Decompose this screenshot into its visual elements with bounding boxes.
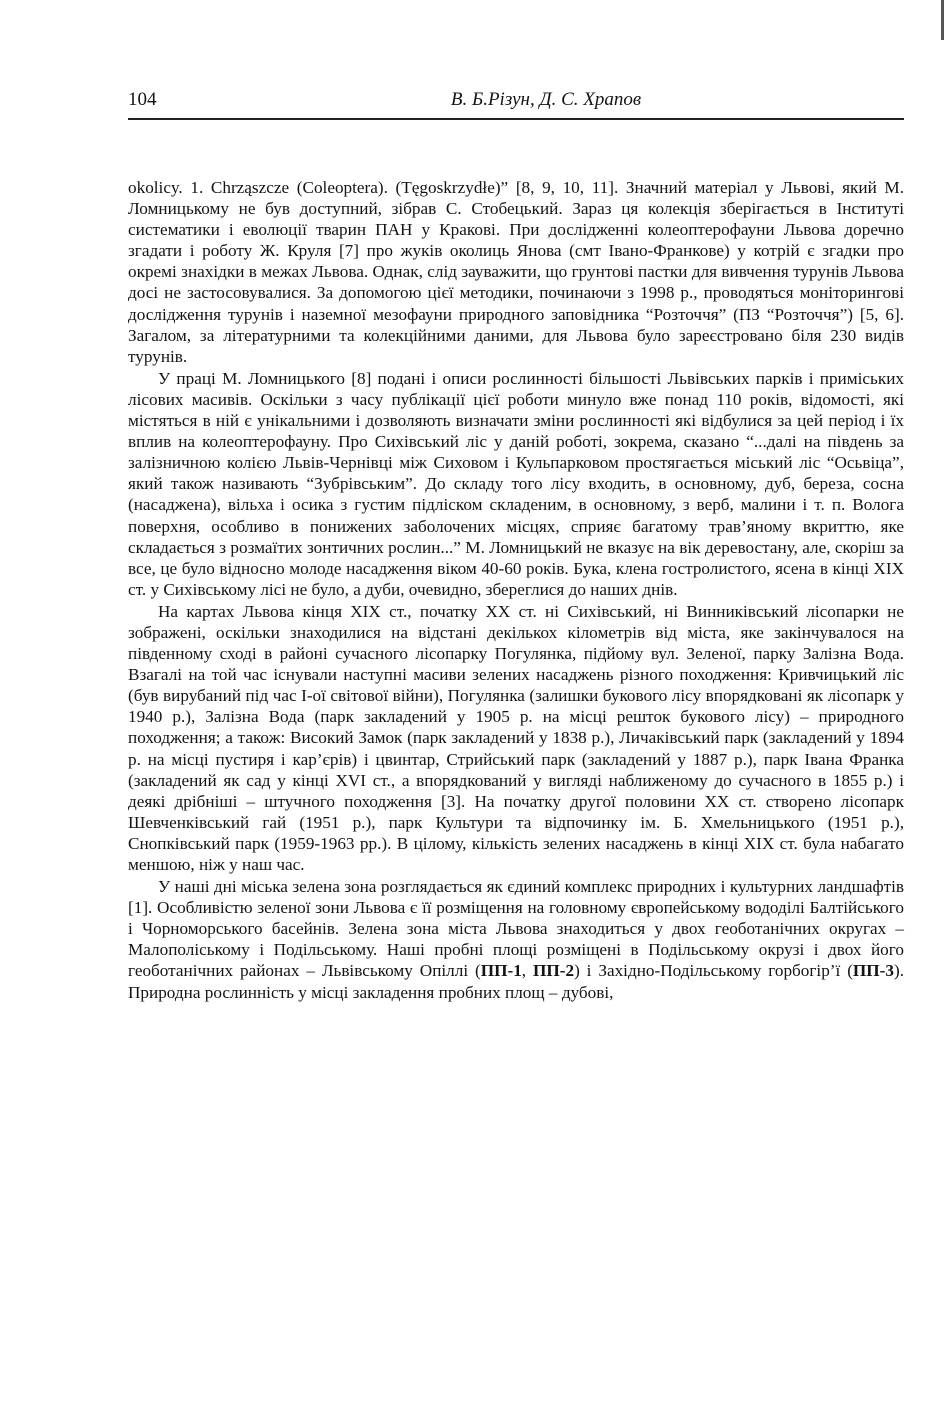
body-text xyxy=(128,177,904,1003)
paragraph-4-text-after: ). Природна рослинність у місці закладення пробних площ – дубові, xyxy=(128,961,905,1002)
paragraph-1: okolicy. 1. Chrząszcze (Coleoptera). (Tęgoskrzydłe)” [8, 9, 10, 11]. Значний матеріал у Львові, який М. Ломницькому не був доступний, зібрав С. Стобецький. Зараз ця колекція зберігається в Інституті систематики і еволюції тварин ПАН у Кракові. При дослідженні колеоптерофауни Львова доречно згадати і роботу Ж. Круля [7] про жуків околиць Янова (смт Івано-Франкове) у котрій є згадки про окремі знахідки в межах Львова. Однак, слід зауважити, що грунтові пастки для вивчення турунів Львова досі не застосовувалися. За допомогою цієї методики, починаючи з 1998 р., проводяться моніторингові дослідження турунів і наземної мезофауни природного заповідника “Розточчя” (ПЗ “Розточчя”) [5, 6]. Загалом, за літературними та колекційними даними, для Львова було зареєстровано біля 230 видів турунів. xyxy=(128,178,904,366)
running-title: В. Б.Різун, Д. С. Храпов xyxy=(450,89,642,110)
page-number: 104 xyxy=(128,89,157,110)
scan-edge-mark xyxy=(941,0,944,40)
paragraph-4-text-before: У наші дні міська зелена зона розглядається як єдиний комплекс природних і культурних ландшафтів [1]. Особливістю зеленої зони Львова є її розміщення на головному європейському вододілі Балтійського і Чорноморського басейнів. Зелена зона міста Львова знаходиться у двох геоботанічних округах – Малополіському і Подільському. Наші пробні площі розміщені в Подільському окрузі і двох його геоботанічних районах – Львівському Опіллі ( xyxy=(128,877,904,981)
plot-label-pp1: ПП-1 xyxy=(480,961,522,981)
plot-label-pp3: ПП-3 xyxy=(852,961,894,981)
paragraph-2: У праці М. Ломницького [8] подані і описи рослинності більшості Львівських парків і приміських лісових масивів. Оскільки з часу публікації цієї роботи минуло вже понад 110 років, відомості, які містяться в ній є унікальними і дозволяють визначати зміни рослинності які відбулися за цей період і їх вплив на колеоптерофауну. Про Сихівський ліс у даній роботі, зокрема, сказано “...далі на південь за залізничною колією Львів-Чернівці між Сиховом і Кульпарковом простягається міський ліс “Осьвіца”, який також називають “Зубрівським”. До складу того лісу входить, в основному, дуб, береза, сосна (насаджена), вільха і осика з густим підліском складеним, в основному, з верб, малини і т. п. Волога поверхня, особливо в понижених заболочених місцях, сприяє багатому трав’яному вкриттю, яке складається з розмаїтих зонтичних рослин...” М. Ломницький не вказує на вік деревостану, але, скоріш за все, це було відносно молоде насадження віком 40-60 років. Бука, клена гостролистого, ясена в кінці XIX ст. у Сихівському лісі не було, а дуби, очевидно, збереглися до наших днів. xyxy=(128,368,904,599)
plot-label-pp2: ПП-2 xyxy=(533,961,575,981)
paragraph-4 xyxy=(128,876,904,1003)
separator: , xyxy=(521,961,533,981)
paragraph-4-text-middle: ) і Західно-Подільському горбогір’ї ( xyxy=(574,961,853,981)
header-rule xyxy=(128,118,904,120)
paragraph-3: На картах Львова кінця XIX ст., початку XX ст. ні Сихівський, ні Винниківський лісопарки не зображені, оскільки знаходилися на відстані декількох кілометрів від міста, яке закінчувалося на південному сході в районі сучасного лісопарку Погулянка, підйому вул. Зеленої, парку Залізна Вода. Взагалі на той час існували наступні масиви зелених насаджень різного походження: Кривчицький ліс (був вирубаний під час I-ої світової війни), Погулянка (залишки букового лісу впорядковані як лісопарк у 1940 р.), Залізна Вода (парк закладений у 1905 р. на місці решток букового лісу) – природного походження; а також: Високий Замок (парк закладений у 1838 р.), Личаківський парк (закладений у 1894 р. на місці пустиря і кар’єрів) і цвинтар, Стрийський парк (закладений у 1887 р.), парк Івана Франка (закладений як сад у кінці XVI ст., а впорядкований у вигляді наближеному до сучасного в 1855 р.) і деякі дрібніші – штучного походження [3]. На початку другої половини XX ст. створено лісопарк Шевченківський гай (1951 р.), парк Культури та відпочинку ім. Б. Хмельницького (1951 р.), Снопківський парк (1959-1963 рр.). В цілому, кількість зелених насаджень в кінці XIX ст. була набагато меншою, ніж у наш час. xyxy=(128,601,904,874)
page-header xyxy=(128,88,904,122)
